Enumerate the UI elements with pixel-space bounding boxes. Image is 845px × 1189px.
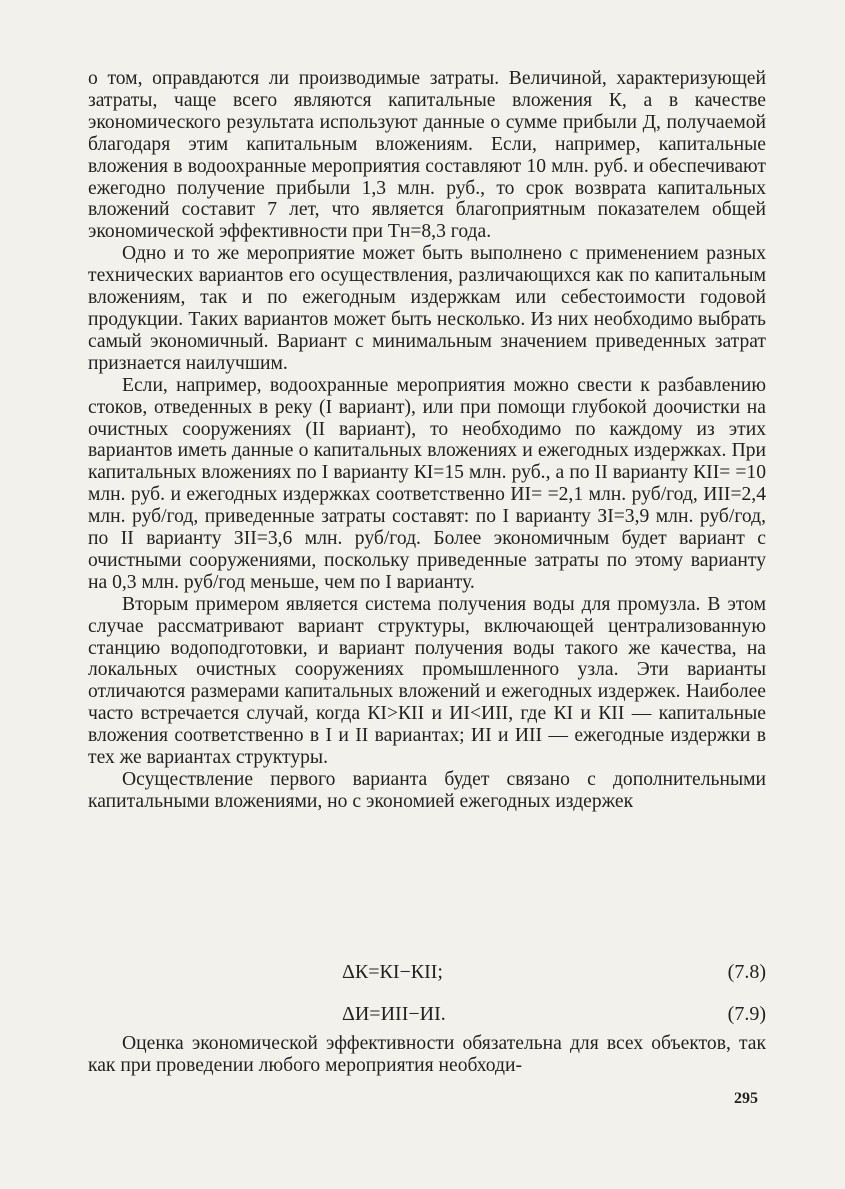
formula-number: (7.8) <box>727 961 766 983</box>
formula-7-8 <box>88 957 766 987</box>
paragraph: Оценка экономической эффективности обязательна для всех объектов, так как при проведении любого мероприятия необходи- <box>88 1033 766 1076</box>
paragraph: Если, например, водоохранные мероприятия можно свести к разбавлению стоков, отведенных в реку (I вариант), или при помощи глубокой доочистки на очистных сооружениях (II вариант), то необходимо по каждому из этих вариантов иметь данные о капитальных вложениях и ежегодных издержках. При капитальных вложениях по I варианту КI=15 млн. руб., а по II варианту КII= =10 млн. руб. и ежегодных издержках соответственно ИI= =2,1 млн. руб/год, ИII=2,4 млн. руб/год, приведенные затраты составят: по I варианту ЗI=3,9 млн. руб/год, по II варианту ЗII=3,6 млн. руб/год. Более экономичным будет вариант с очистными сооружениями, поскольку приведенные затраты по этому варианту на 0,3 млн. руб/год меньше, чем по I варианту. <box>88 374 766 593</box>
paragraph: Вторым примером является система получения воды для промузла. В этом случае рассматривают вариант структуры, включающей централизованную станцию водоподготовки, и вариант получения воды такого же качества, на локальных очистных сооружениях промышленного узла. Эти варианты отличаются размерами капитальных вложений и ежегодных издержек. Наиболее часто встречается случай, когда КI>КII и ИI<ИII, где КI и КII — капитальные вложения соответственно в I и II вариантах; ИI и ИII — ежегодные издержки в тех же вариантах структуры. <box>88 593 766 769</box>
page-number: 295 <box>734 1090 758 1107</box>
paragraph: Осуществление первого варианта будет связано с дополнительными капитальными вложениями, но с экономией ежегодных издержек <box>88 769 766 812</box>
paragraph: Одно и то же мероприятие может быть выполнено с применением разных технических вариантов его осуществления, различающихся как по капитальным вложениям, так и по ежегодным издержкам или себестоимости годовой продукции. Таких вариантов может быть несколько. Из них необходимо выбрать самый экономичный. Вариант с минимальным значением приведенных затрат признается наилучшим. <box>88 243 766 374</box>
formula-number: (7.9) <box>727 1003 766 1025</box>
paragraph: о том, оправдаются ли производимые затраты. Величиной, характеризующей затраты, чаще всего являются капитальные вложения К, а в качестве экономического результата используют данные о сумме прибыли Д, получаемой благодаря этим капитальным вложениям. Если, например, капитальные вложения в водоохранные мероприятия составляют 10 млн. руб. и обеспечивают ежегодно получение прибыли 1,3 млн. руб., то срок возврата капитальных вложений составит 7 лет, что является благоприятным показателем общей экономической эффективности при Тн=8,3 года. <box>88 68 766 243</box>
formula-expression: ΔИ=ИII−ИI. <box>342 1003 446 1025</box>
body-text <box>88 68 766 813</box>
closing-text <box>88 1033 766 1077</box>
formula-expression: ΔК=КI−КII; <box>342 961 443 983</box>
formula-7-9 <box>88 999 766 1029</box>
